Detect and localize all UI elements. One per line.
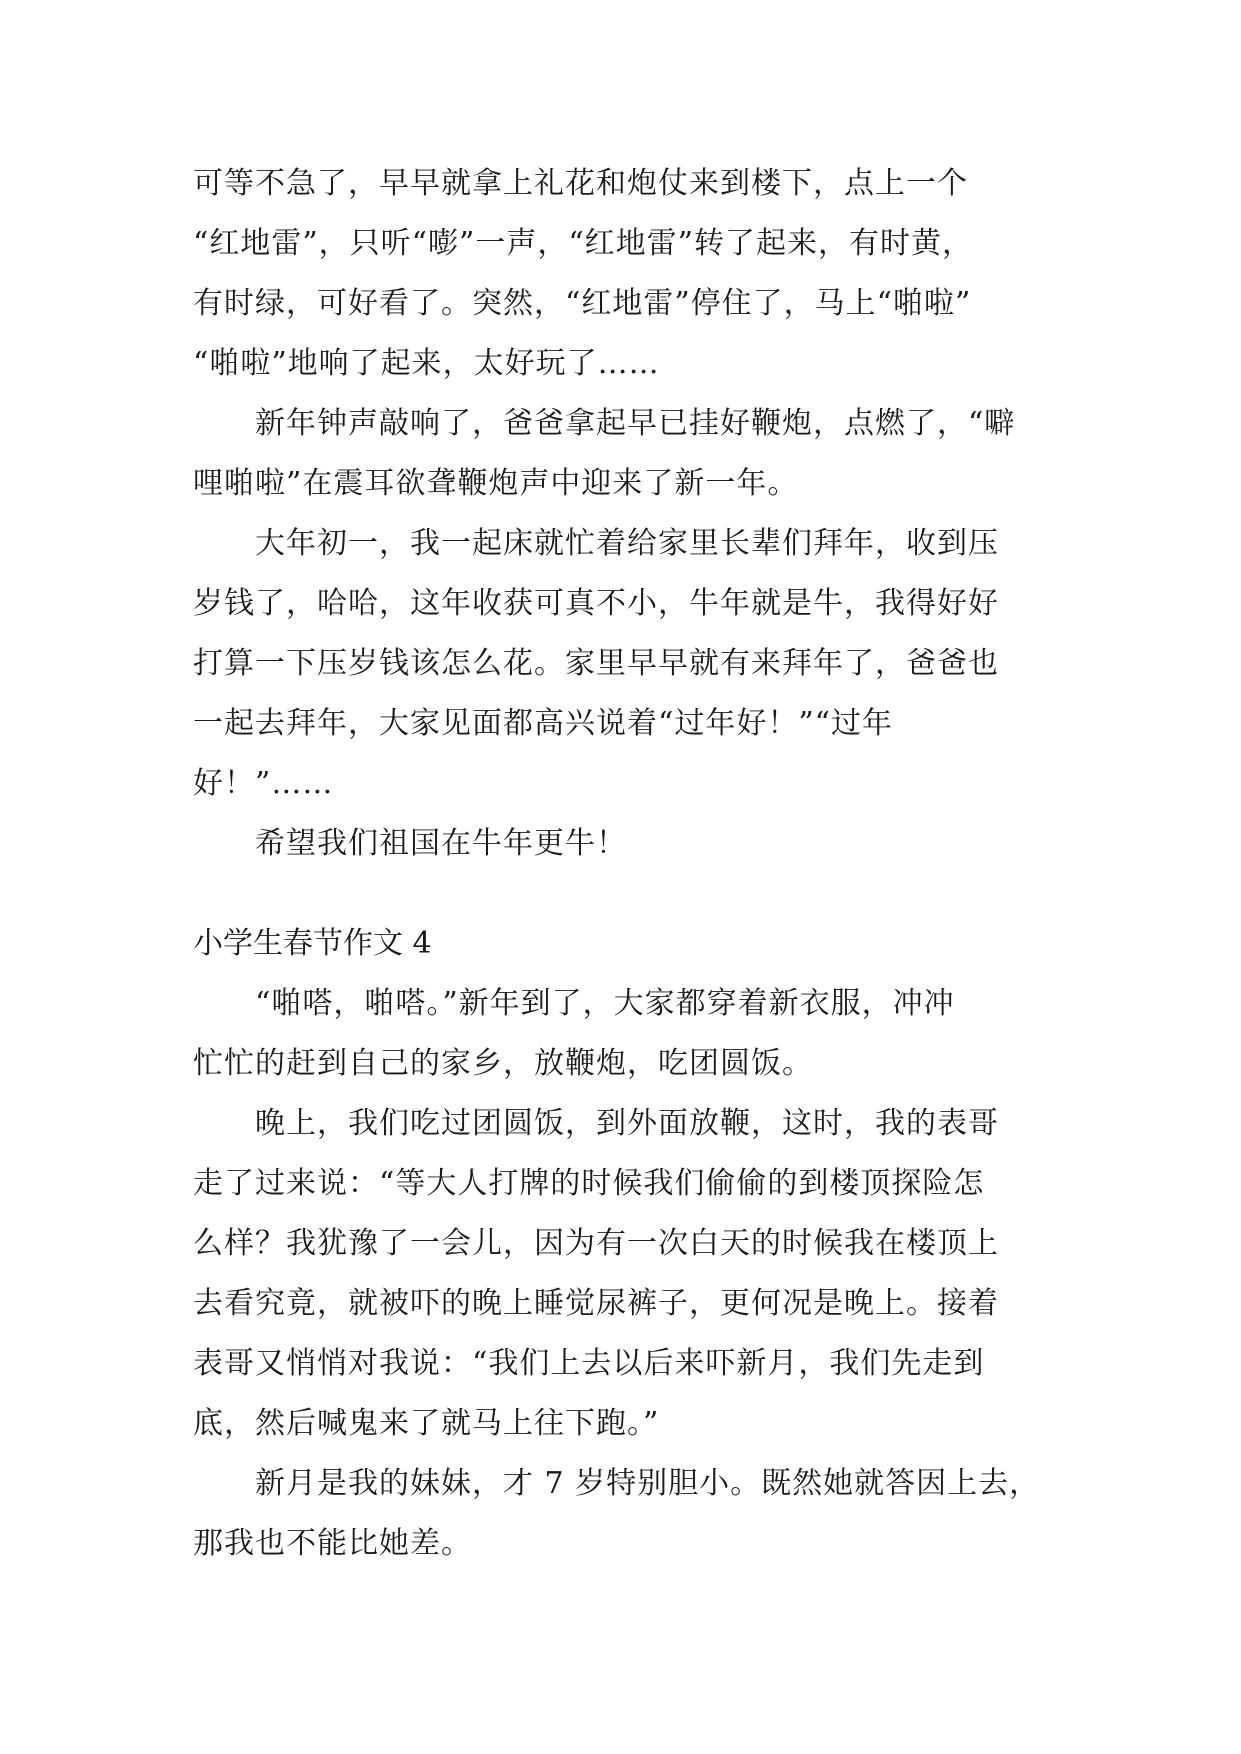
text-line: 一起去拜年，大家见面都高兴说着“过年好！”“过年 [193, 706, 894, 741]
text-line: 忙忙的赶到自己的家乡，放鞭炮，吃团圆饭。 [193, 1046, 813, 1081]
text-line: 哩啪啦”在震耳欲聋鞭炮声中迎来了新一年。 [193, 466, 799, 501]
text-line: 表哥又悄悄对我说：“我们上去以后来吓新月，我们先走到 [193, 1346, 985, 1381]
text-line: “啪啦”地响了起来，太好玩了…… [193, 346, 660, 381]
text-line: 么样？我犹豫了一会儿，因为有一次白天的时候我在楼顶上 [193, 1226, 999, 1261]
paragraph-first-line: 新月是我的妹妹，才 7 岁特别胆小。既然她就答因上去， [255, 1466, 1041, 1501]
paragraph-first-line: 新年钟声敲响了，爸爸拿起早已挂好鞭炮，点燃了，“噼 [255, 406, 1016, 441]
text-line: 走了过来说：“等大人打牌的时候我们偷偷的到楼顶探险怎 [193, 1166, 985, 1201]
text-line: 好！”…… [193, 766, 334, 801]
paragraph-first-line: 晚上，我们吃过团圆饭，到外面放鞭，这时，我的表哥 [255, 1106, 999, 1141]
text-line: 打算一下压岁钱该怎么花。家里早早就有来拜年了，爸爸也 [193, 646, 999, 681]
text-line: 底，然后喊鬼来了就马上往下跑。” [193, 1406, 660, 1441]
paragraph-first-line: 大年初一，我一起床就忙着给家里长辈们拜年，收到压 [255, 526, 999, 561]
paragraph-first-line: 希望我们祖国在牛年更牛！ [255, 826, 627, 861]
text-line: 去看究竟，就被吓的晚上睡觉尿裤子，更何况是晚上。接着 [193, 1286, 999, 1321]
text-line: 那我也不能比她差。 [193, 1526, 472, 1561]
text-line: 有时绿，可好看了。突然，“红地雷”停住了，马上“啪啦” [193, 286, 972, 321]
paragraph-first-line: “啪嗒，啪嗒。”新年到了，大家都穿着新衣服，冲冲 [255, 986, 955, 1021]
text-line: “红地雷”，只听“嘭”一声，“红地雷”转了起来，有时黄， [193, 226, 974, 261]
section-heading: 小学生春节作文 4 [193, 926, 432, 961]
text-line: 可等不急了，早早就拿上礼花和炮仗来到楼下，点上一个 [193, 166, 968, 201]
text-line: 岁钱了，哈哈，这年收获可真不小，牛年就是牛，我得好好 [193, 586, 999, 621]
